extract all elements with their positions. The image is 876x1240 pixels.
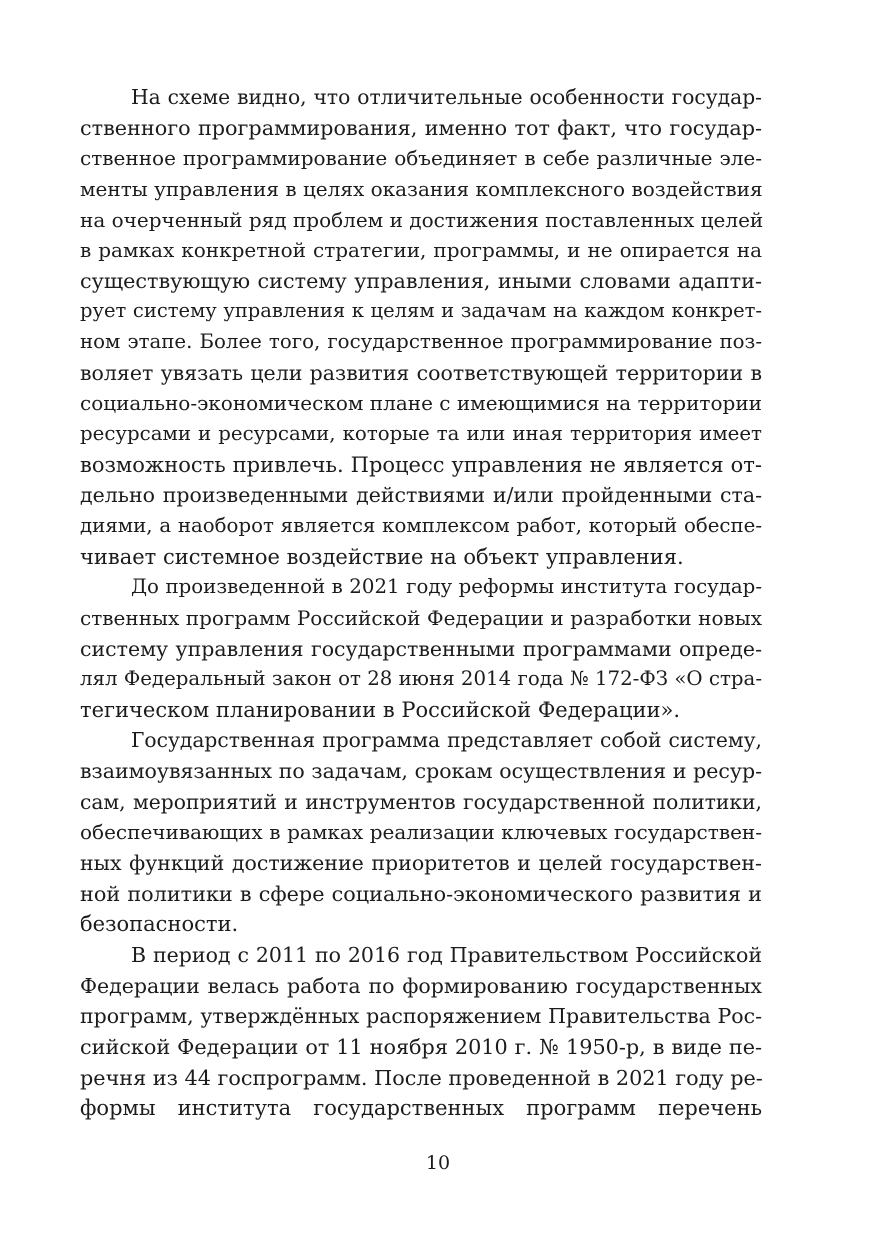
text-line: сам, мероприятий и инструментов государственной политики, [80,789,762,814]
text-line: чивает системное воздействие на объект управления. [80,544,684,569]
text-line: в рамках конкретной стратегии, программы, и не опирается на [80,238,762,263]
text-line: лял Федеральный закон от 28 июня 2014 года № 172-ФЗ «О стра- [80,667,762,691]
paragraph [80,725,762,939]
text-line: социально-экономическом плане с имеющимися на территории [80,391,762,416]
text-line: программ, утверждённых распоряжением Правительства Рос- [80,1004,762,1029]
text-line: безопасности. [80,912,239,937]
text-line: До произведенной в 2021 году реформы института государ- [131,575,762,599]
text-line: На схеме видно, что отличительные особенности государ- [131,85,762,109]
text-line: рует систему управления к целям и задачам на каждом конкрет- [80,299,762,323]
text-line: на очерченный ряд проблем и достижения поставленных целей [80,207,764,232]
text-line: ном этапе. Более того, государственное программирование поз- [80,330,762,354]
text-line: ресурсами и ресурсами, которые та или иная территория имеет [80,422,762,446]
page-body [80,82,762,1124]
text-line: ной политики в сфере социально-экономического развития и [80,881,762,906]
text-line: обеспечивающих в рамках реализации ключевых государствен- [80,820,762,845]
text-line: воляет увязать цели развития соответствующей территории в [80,360,762,385]
text-line: ственных программ Российской Федерации и разработки новых [80,605,762,630]
text-line: В период с 2011 по 2016 год Правительством Российской [131,942,762,967]
text-line: сийской Федерации от 11 ноября 2010 г. № 1950-р, в виде пе- [80,1034,762,1059]
paragraph [80,82,762,572]
text-line: речня из 44 госпрограмм. После проведенной в 2021 году ре- [80,1065,763,1090]
text-line: систему управления государственными программами опреде- [80,636,762,661]
text-line: ных функций достижение приоритетов и целей государствен- [80,851,762,876]
text-line: существующую систему управления, иными словами адапти- [80,268,762,293]
text-line: возможность привлечь. Процесс управления не является от- [80,452,762,477]
paragraph [80,940,762,1124]
page-number: 10 [425,1152,451,1174]
text-line: дельно произведенными действиями и/или пройденными ста- [80,483,762,508]
text-line: диями, а наоборот является комплексом работ, который обеспе- [80,513,762,537]
text-line: Федерации велась работа по формированию государственных [80,973,762,998]
text-line: менты управления в целях оказания комплексного воздействия [80,176,763,201]
text-line: ственного программирования, именно тот факт, что государ- [80,115,762,140]
text-line: взаимоувязанных по задачам, срокам осуществления и ресур- [80,759,762,784]
paragraph [80,572,762,725]
text-line: ственное программирование объединяет в себе различные эле- [80,146,762,171]
text-line: тегическом планировании в Российской Федерации». [80,697,681,722]
text-line: формы института государственных программ перечень [80,1096,762,1121]
text-line: Государственная программа представляет собой систему, [131,728,762,753]
